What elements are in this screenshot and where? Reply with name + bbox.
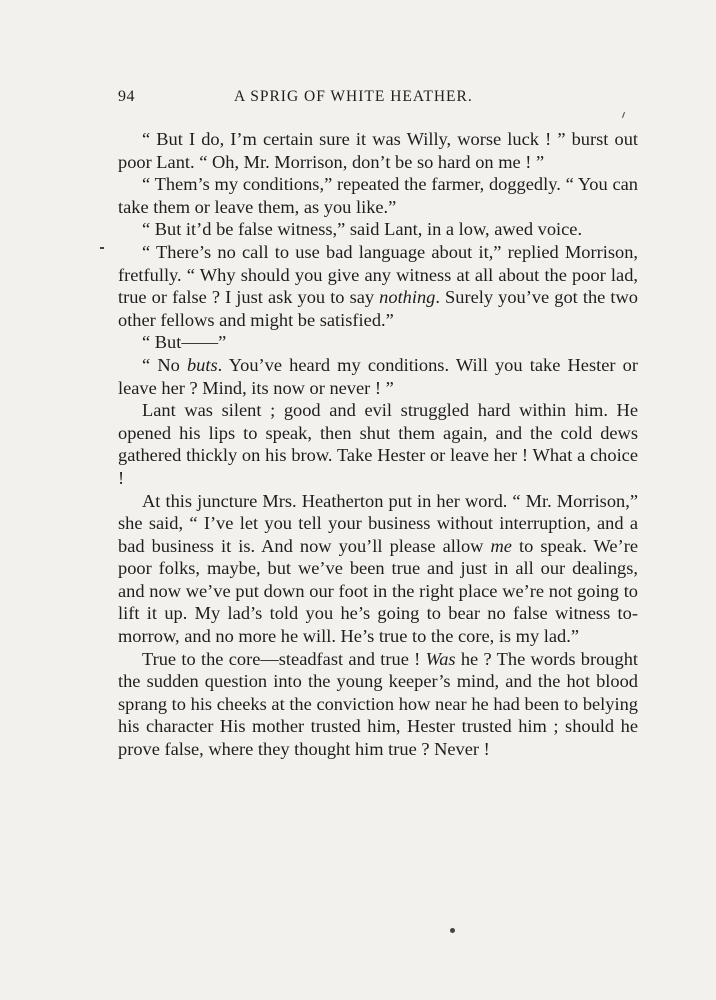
italic-emphasis: me [490,535,512,556]
paragraph: True to the core—steadfast and true ! Was he ? The words brought the sudden question into the young keeper’s mind, and the hot blood sprang to his cheeks at the conviction how near he had been to belying his character His mother trusted him, Hester trusted him ; should he prove false, where they thought him true ? Never ! [118,648,638,760]
stray-print-mark [450,928,455,933]
stray-print-mark [100,247,104,249]
running-title: A SPRIG OF WHITE HEATHER. [234,88,473,105]
italic-emphasis: nothing [379,287,436,308]
paragraph: “ But it’d be false witness,” said Lant, in a low, awed voice. [142,219,583,240]
page-number: 94 [118,88,135,105]
paragraph: “ There’s no call to use bad language about it,” replied Morrison, fretfully. “ Why should you give any witness at all about the poor lad, true or false ? I just ask you to say nothing. Surely you’ve got the two other fellows and might be satisfied.” [118,241,638,330]
paragraph: “ But——” [142,332,227,353]
page-header [118,88,638,110]
paragraph: At this juncture Mrs. Heatherton put in her word. “ Mr. Morrison,” she said, “ I’ve let you tell your business without interruption, and a bad business it is. And now you’ll please allow me to speak. We’re poor folks, maybe, but we’ve been true and just in all our dealings, and now we’ve put down our foot in the right place we’re not going to lift it up. My lad’s told you he’s going to bear no false witness to-morrow, and no more he will. He’s true to the core, is my lad.” [118,490,638,647]
italic-emphasis: Was [425,648,456,669]
stray-print-mark [622,112,625,118]
paragraph: “ No buts. You’ve heard my conditions. Will you take Hester or leave her ? Mind, its now or never ! ” [118,354,638,398]
italic-emphasis: buts [186,354,218,375]
paragraph: “ But I do, I’m certain sure it was Willy, worse luck ! ” burst out poor Lant. “ Oh, Mr. Morrison, don’t be so hard on me ! ” [118,129,638,172]
body-text [118,128,638,761]
paragraph: Lant was silent ; good and evil struggled hard within him. He opened his lips to speak, then shut them again, and the cold dews gathered thickly on his brow. Take Hester or leave her ! What a choice ! [118,400,638,488]
paragraph: “ Them’s my conditions,” repeated the farmer, doggedly. “ You can take them or leave them, as you like.” [118,174,638,217]
